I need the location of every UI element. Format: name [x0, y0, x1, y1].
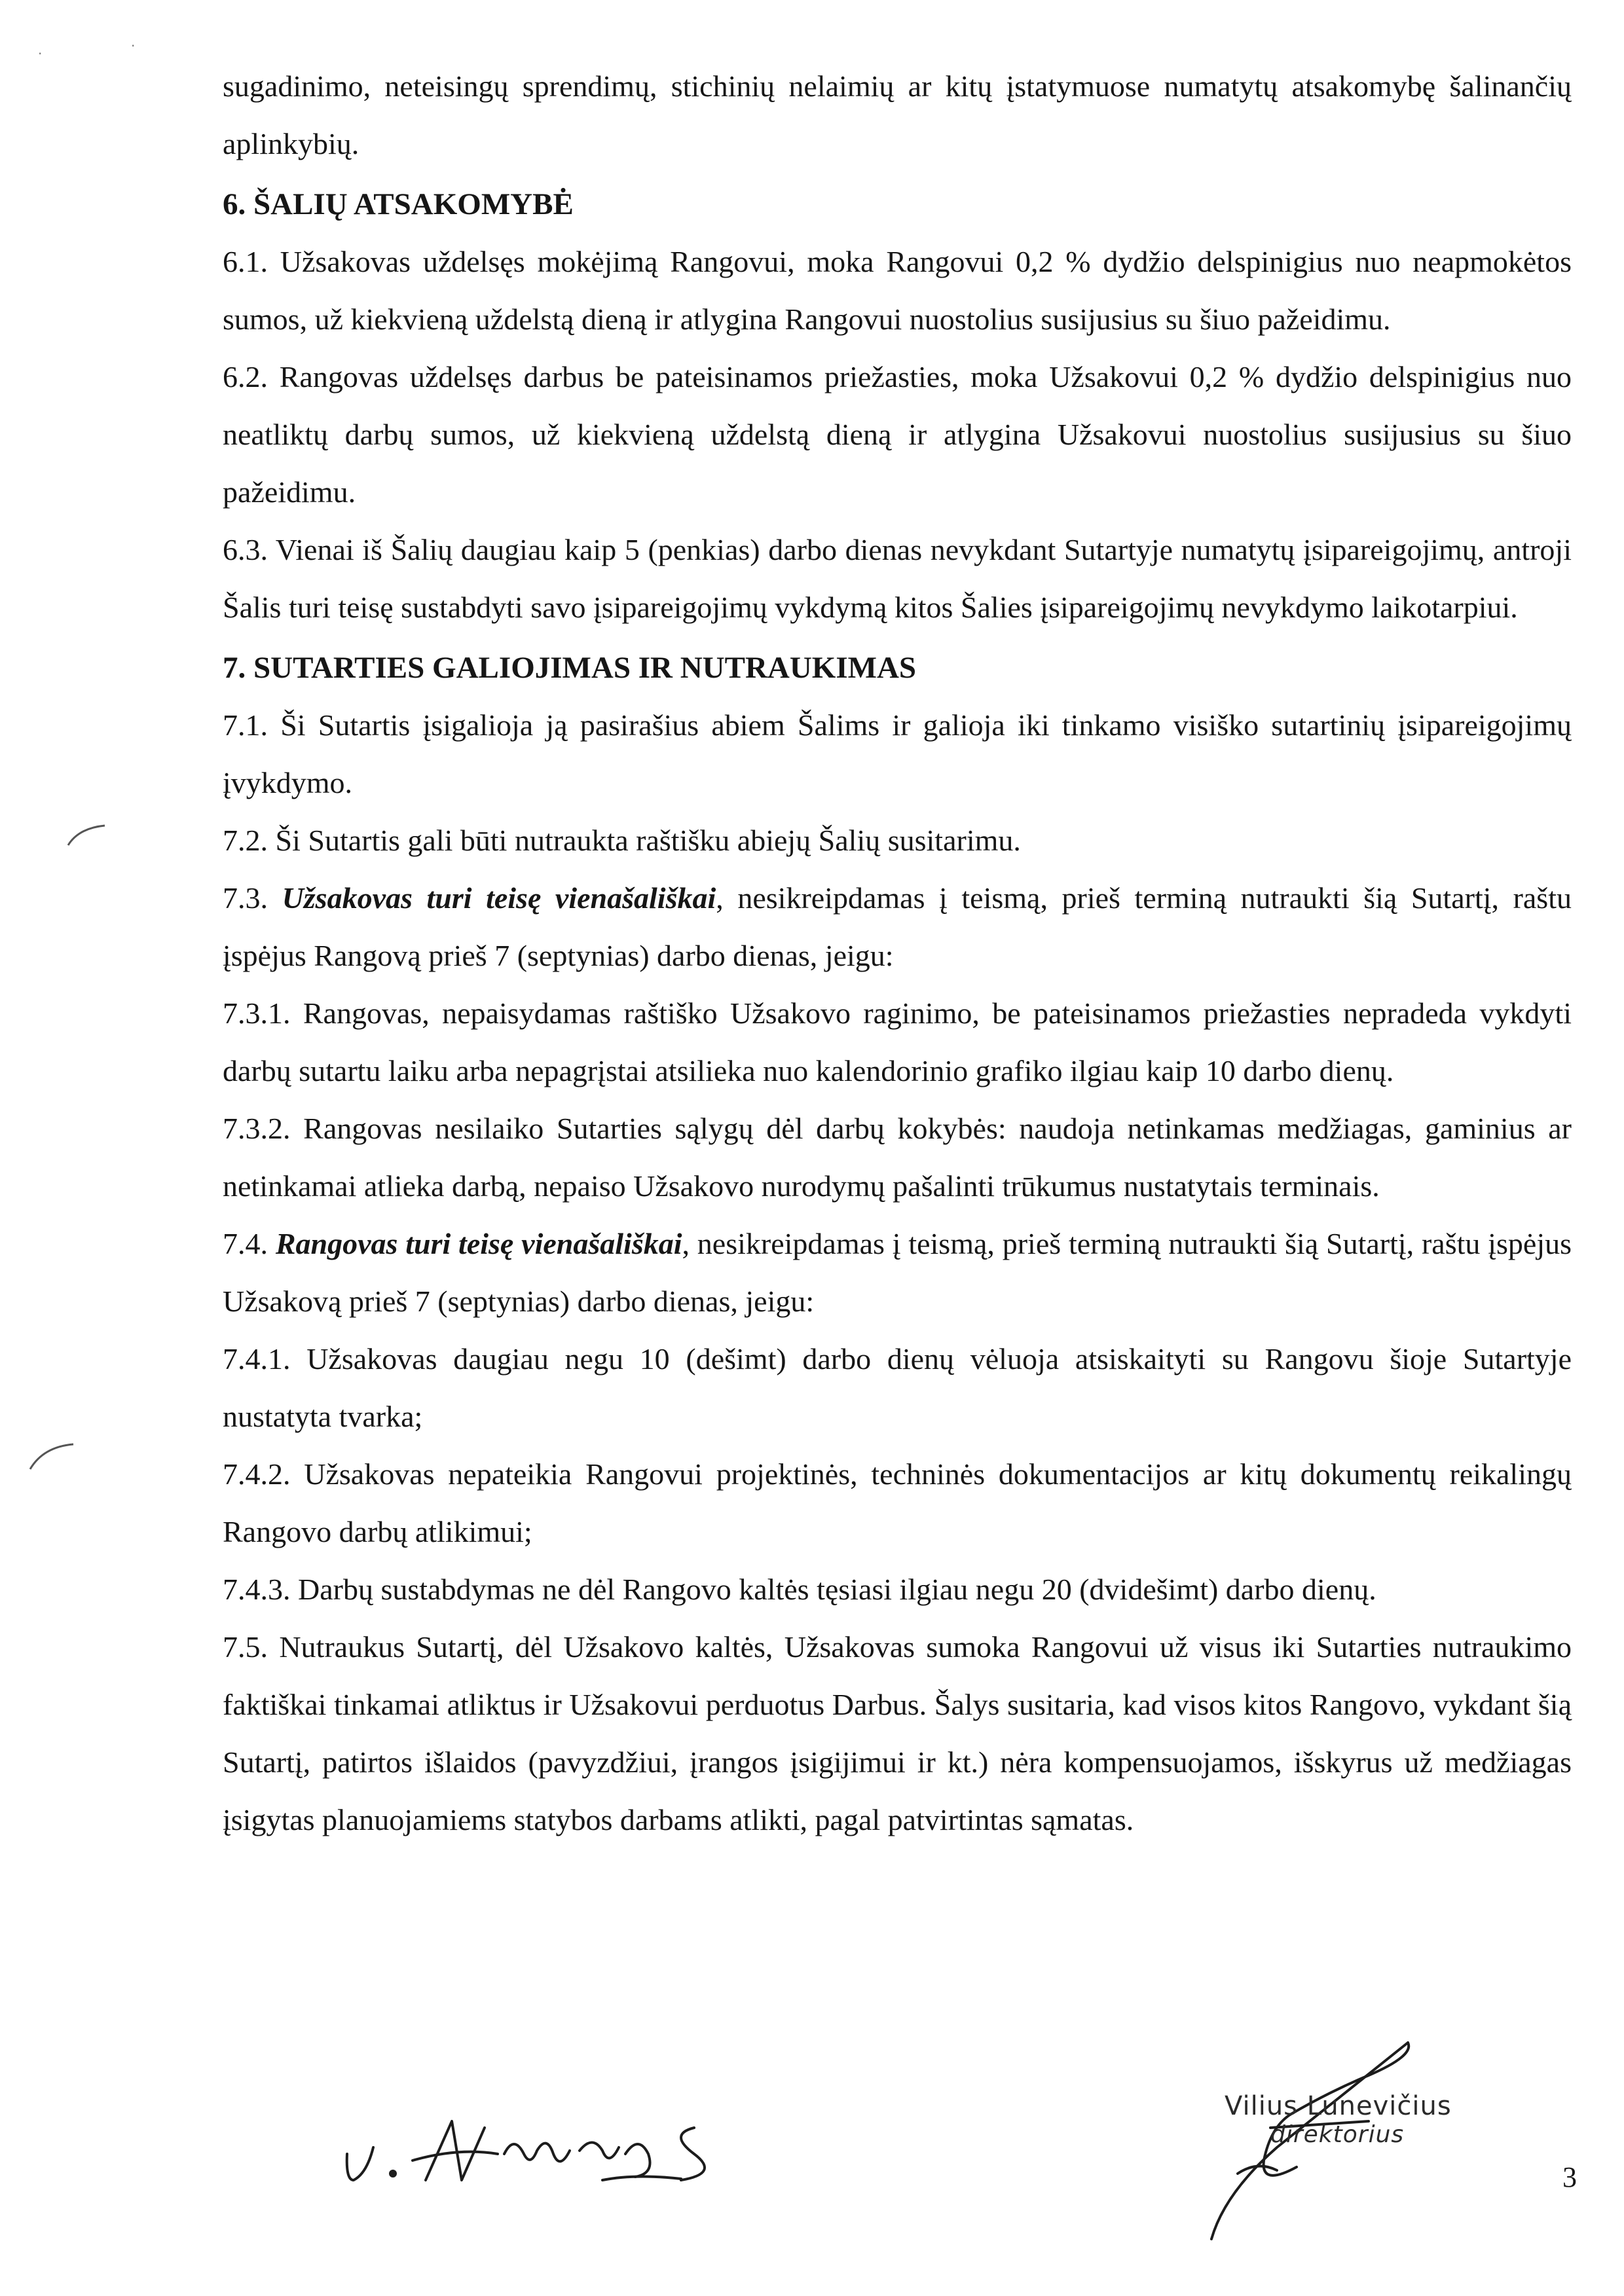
- clause-7-4-number: 7.4.: [223, 1227, 268, 1260]
- scan-speck: ·: [38, 46, 43, 62]
- clause-7-4: [223, 1215, 1572, 1330]
- signatory-name: Vilius Lunevičius: [1225, 2091, 1452, 2121]
- clause-7-3-text: , nesikreipdamas į teismą, prieš terminą nutraukti šią Sutartį, raštu įspėjus Rangovą prieš 7 (septynias) darbo dienas, jeigu:: [223, 881, 1572, 972]
- clause-7-2: 7.2. Ši Sutartis gali būti nutraukta raštišku abiejų Šalių susitarimu.: [223, 824, 1021, 857]
- page-number: 3: [1562, 2161, 1577, 2193]
- clause-6-3: 6.3. Vienai iš Šalių daugiau kaip 5 (penkias) darbo dienas nevykdant Sutartyje numatytų įsipareigojimų, antroji Šalis turi teisę sustabdyti savo įsipareigojimų vykdymą kitos Šalies įsipareigojimų nevykdymo laikotarpiui.: [223, 533, 1572, 624]
- clause-6-2: 6.2. Rangovas uždelsęs darbus be pateisinamos priežasties, moka Užsakovui 0,2 % dydžio delspinigius nuo neatliktų darbų sumos, už kiekvieną uždelstą dieną ir atlygina Užsakovui nuostolius susijusius su šiuo pažeidimu.: [223, 360, 1572, 509]
- clause-7-3-2: 7.3.2. Rangovas nesilaiko Sutarties sąlygų dėl darbų kokybės: naudoja netinkamas medžiagas, gaminius ar netinkamai atlieka darbą, nepaiso Užsakovo nurodymų pašalinti trūkumus nustatytais terminais.: [223, 1112, 1572, 1203]
- clause-7-3-number: 7.3.: [223, 881, 268, 915]
- hole-punch-mark-bottom: [26, 1440, 79, 1473]
- hole-punch-mark-top: [65, 822, 111, 848]
- paragraph-5-end: sugadinimo, neteisingų sprendimų, stichinių nelaimių ar kitų įstatymuose numatytų atsakomybę šalinančių aplinkybių.: [223, 69, 1572, 160]
- clause-7-4-emphasis: Rangovas turi teisę vienašališkai: [275, 1227, 682, 1260]
- clause-7-4-2: 7.4.2. Užsakovas nepateikia Rangovui projektinės, techninės dokumentacijos ar kitų dokumentų reikalingų Rangovo darbų atlikimui;: [223, 1457, 1572, 1548]
- clause-7-4-3: 7.4.3. Darbų sustabdymas ne dėl Rangovo kaltės tęsiasi ilgiau negu 20 (dvidešimt) darbo dienų.: [223, 1573, 1376, 1606]
- signatory-stamp: [1225, 2092, 1452, 2149]
- signatory-role: direktorius: [1270, 2121, 1405, 2148]
- clause-7-3-1: 7.3.1. Rangovas, nepaisydamas raštiško Užsakovo raginimo, be pateisinamos priežasties nepradeda vykdyti darbų sutartu laiku arba nepagrįstai atsilieka nuo kalendorinio grafiko ilgiau kaip 10 darbo dienų.: [223, 996, 1572, 1087]
- clause-7-1: 7.1. Ši Sutartis įsigalioja ją pasirašius abiem Šalims ir galioja iki tinkamo visiško sutartinių įsipareigojimų įvykdymo.: [223, 708, 1572, 799]
- clause-7-4-text: , nesikreipdamas į teismą, prieš terminą nutraukti šią Sutartį, raštu įspėjus Užsakovą prieš 7 (septynias) darbo dienas, jeigu:: [223, 1227, 1572, 1318]
- scan-speck: ·: [131, 38, 136, 54]
- section-7-heading: 7. SUTARTIES GALIOJIMAS IR NUTRAUKIMAS: [223, 651, 917, 685]
- section-6-heading: 6. ŠALIŲ ATSAKOMYBĖ: [223, 187, 574, 221]
- handwritten-signature-left: [327, 2082, 786, 2193]
- clause-7-3-emphasis: Užsakovas turi teisę vienašališkai: [282, 881, 716, 915]
- clause-7-5: 7.5. Nutraukus Sutartį, dėl Užsakovo kaltės, Užsakovas sumoka Rangovui už visus iki Sutarties nutraukimo faktiškai tinkamai atliktus ir Užsakovui perduotus Darbus. Šalys susitaria, kad visos kitos Rangovo, vykdant šią Sutartį, patirtos išlaidos (pavyzdžiui, įrangos įsigijimui ir kt.) nėra kompensuojamos, išskyrus už medžiagas įsigytas planuojamiems statybos darbams atlikti, pagal patvirtintas sąmatas.: [223, 1630, 1572, 1836]
- clause-7-3: [223, 869, 1572, 985]
- document-body: [223, 58, 1572, 1849]
- clause-6-1: 6.1. Užsakovas uždelsęs mokėjimą Rangovui, moka Rangovui 0,2 % dydžio delspinigius nuo neapmokėtos sumos, už kiekvieną uždelstą dieną ir atlygina Rangovui nuostolius susijusius su šiuo pažeidimu.: [223, 245, 1572, 336]
- clause-7-4-1: 7.4.1. Užsakovas daugiau negu 10 (dešimt) darbo dienų vėluoja atsiskaityti su Rangovu šioje Sutartyje nustatyta tvarka;: [223, 1342, 1572, 1433]
